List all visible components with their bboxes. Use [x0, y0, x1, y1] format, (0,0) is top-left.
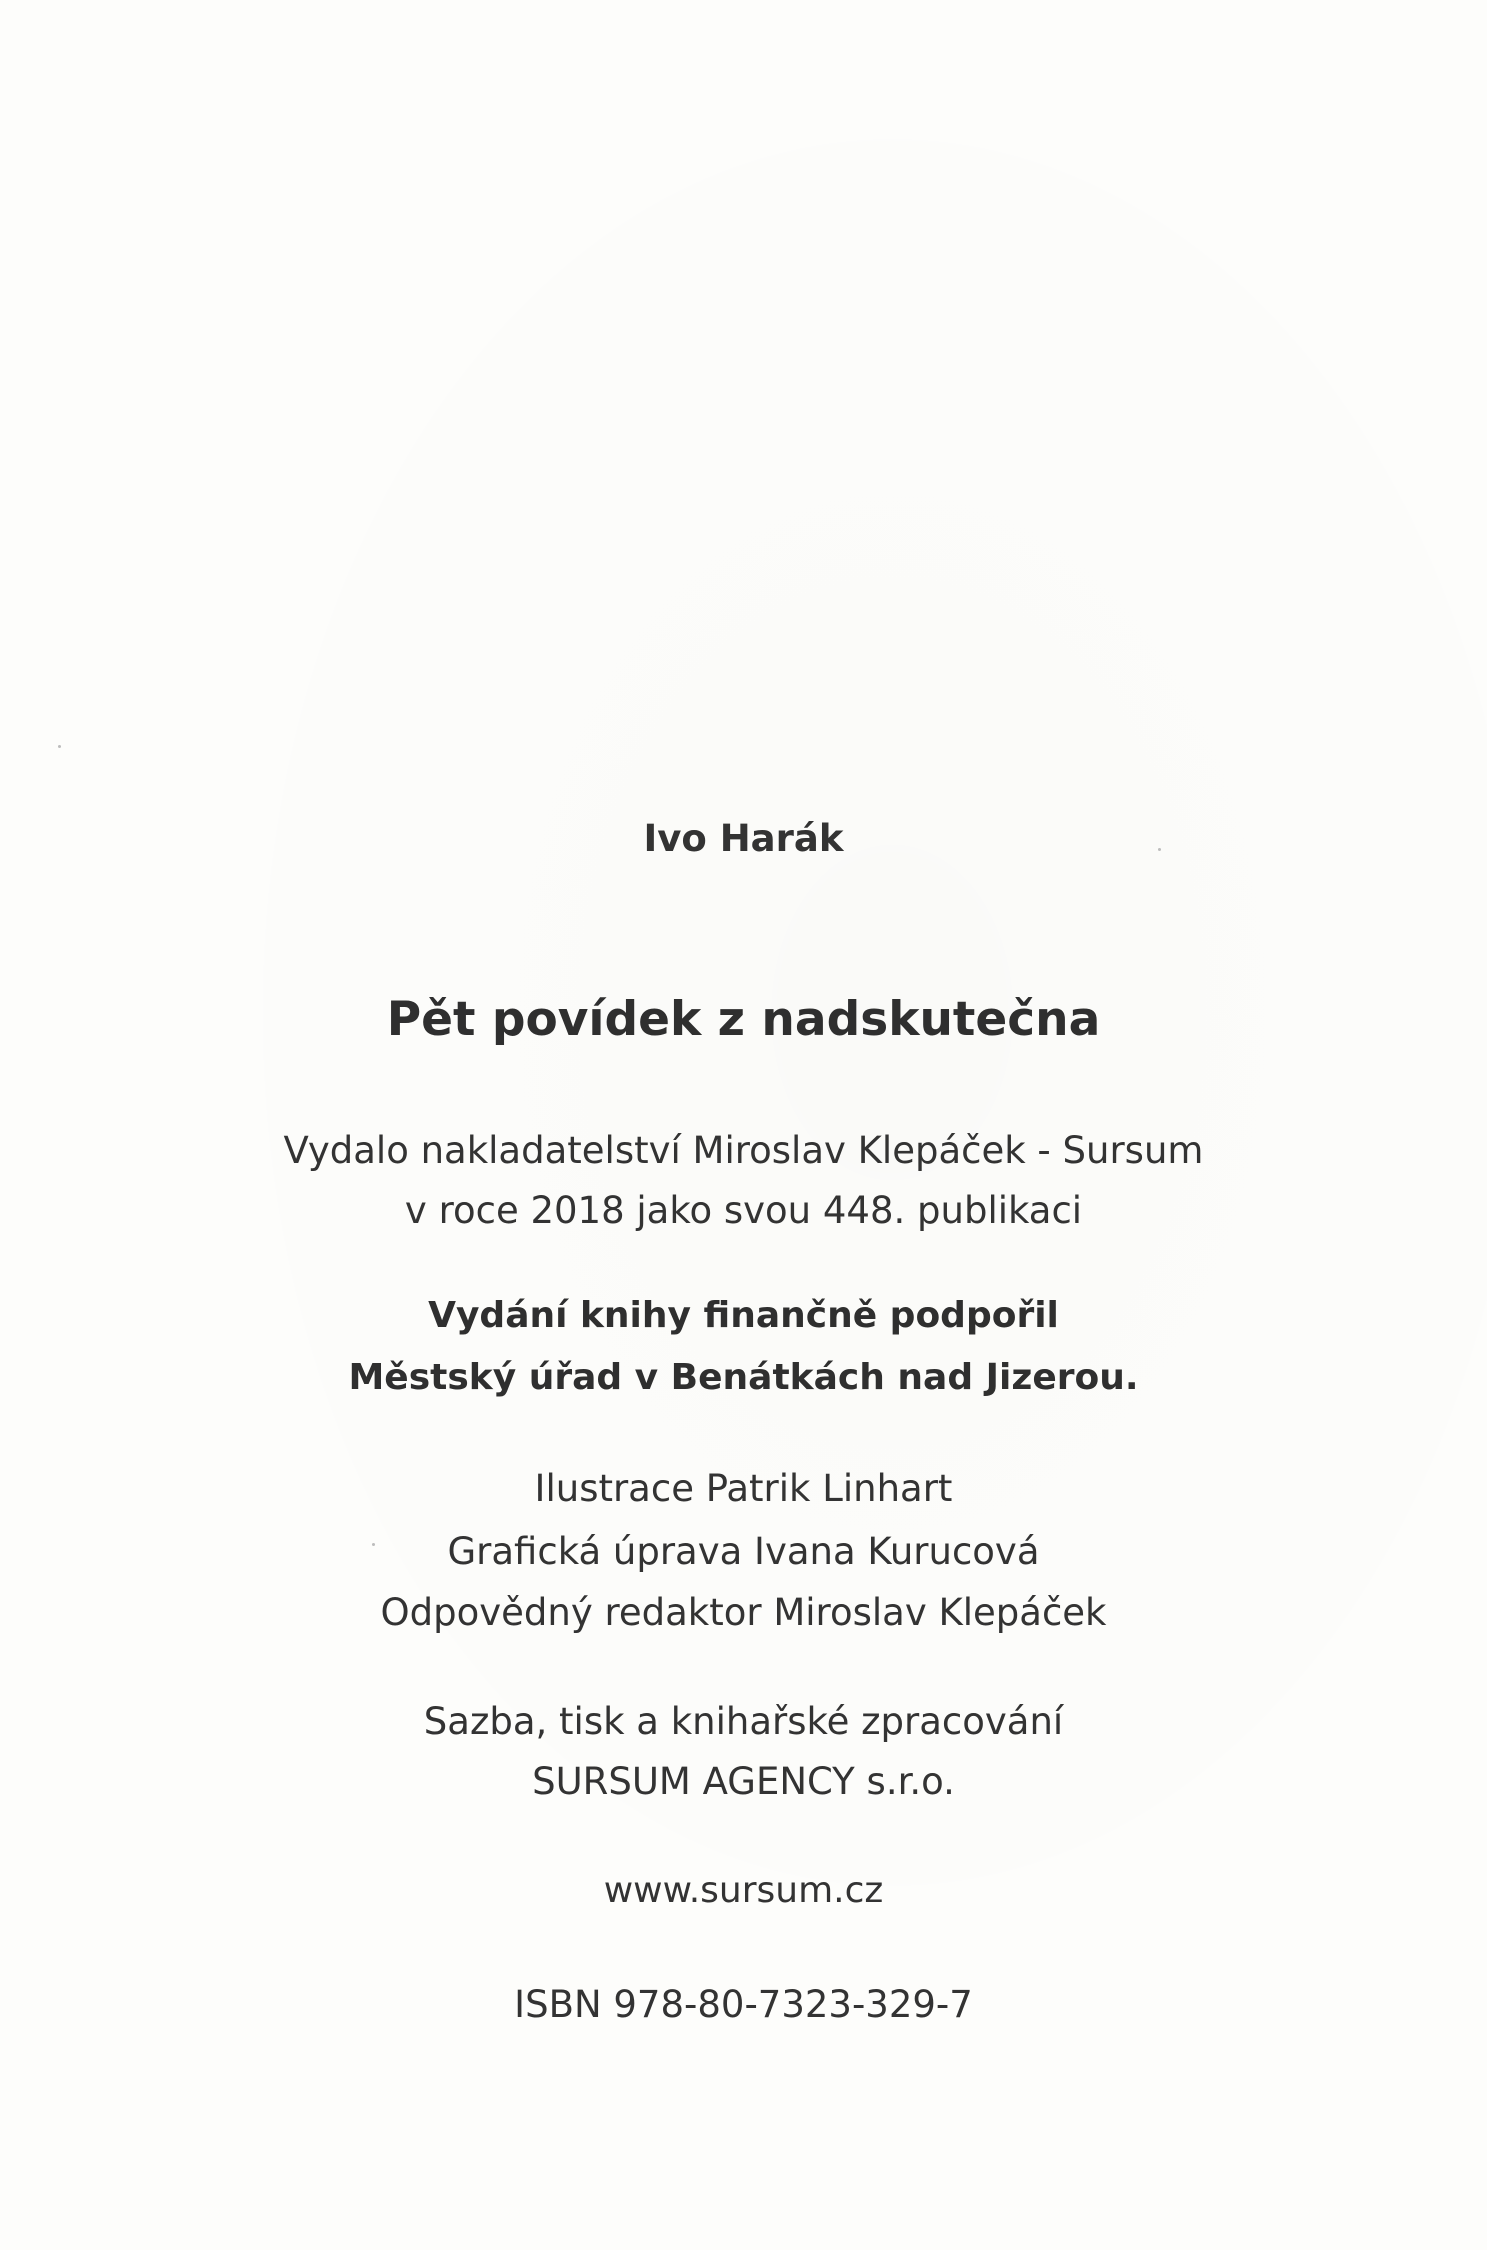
printing-line-1: Sazba, tisk a knihařské zpracování	[423, 1700, 1064, 1743]
credit-illustration: Ilustrace Patrik Linhart	[534, 1467, 953, 1510]
website: www.sursum.cz	[603, 1870, 884, 1911]
author-name: Ivo Harák	[643, 817, 844, 860]
book-title: Pět povídek z nadskutečna	[386, 992, 1101, 1047]
publisher-line-2: v roce 2018 jako svou 448. publikaci	[404, 1189, 1083, 1232]
isbn: ISBN 978-80-7323-329-7	[514, 1983, 973, 2026]
credit-graphics: Grafická úprava Ivana Kurucová	[447, 1530, 1040, 1573]
printing-line-2: SURSUM AGENCY s.r.o.	[532, 1760, 955, 1803]
scan-speck	[1158, 848, 1161, 851]
publisher-line-1: Vydalo nakladatelství Miroslav Klepáček - Sursum	[283, 1129, 1204, 1172]
credit-editor: Odpovědný redaktor Miroslav Klepáček	[380, 1591, 1107, 1634]
support-line-2: Městský úřad v Benátkách nad Jizerou.	[348, 1357, 1139, 1398]
support-line-1: Vydání knihy finančně podpořil	[428, 1295, 1059, 1336]
scan-speck	[58, 745, 61, 748]
scan-speck	[372, 1543, 375, 1546]
